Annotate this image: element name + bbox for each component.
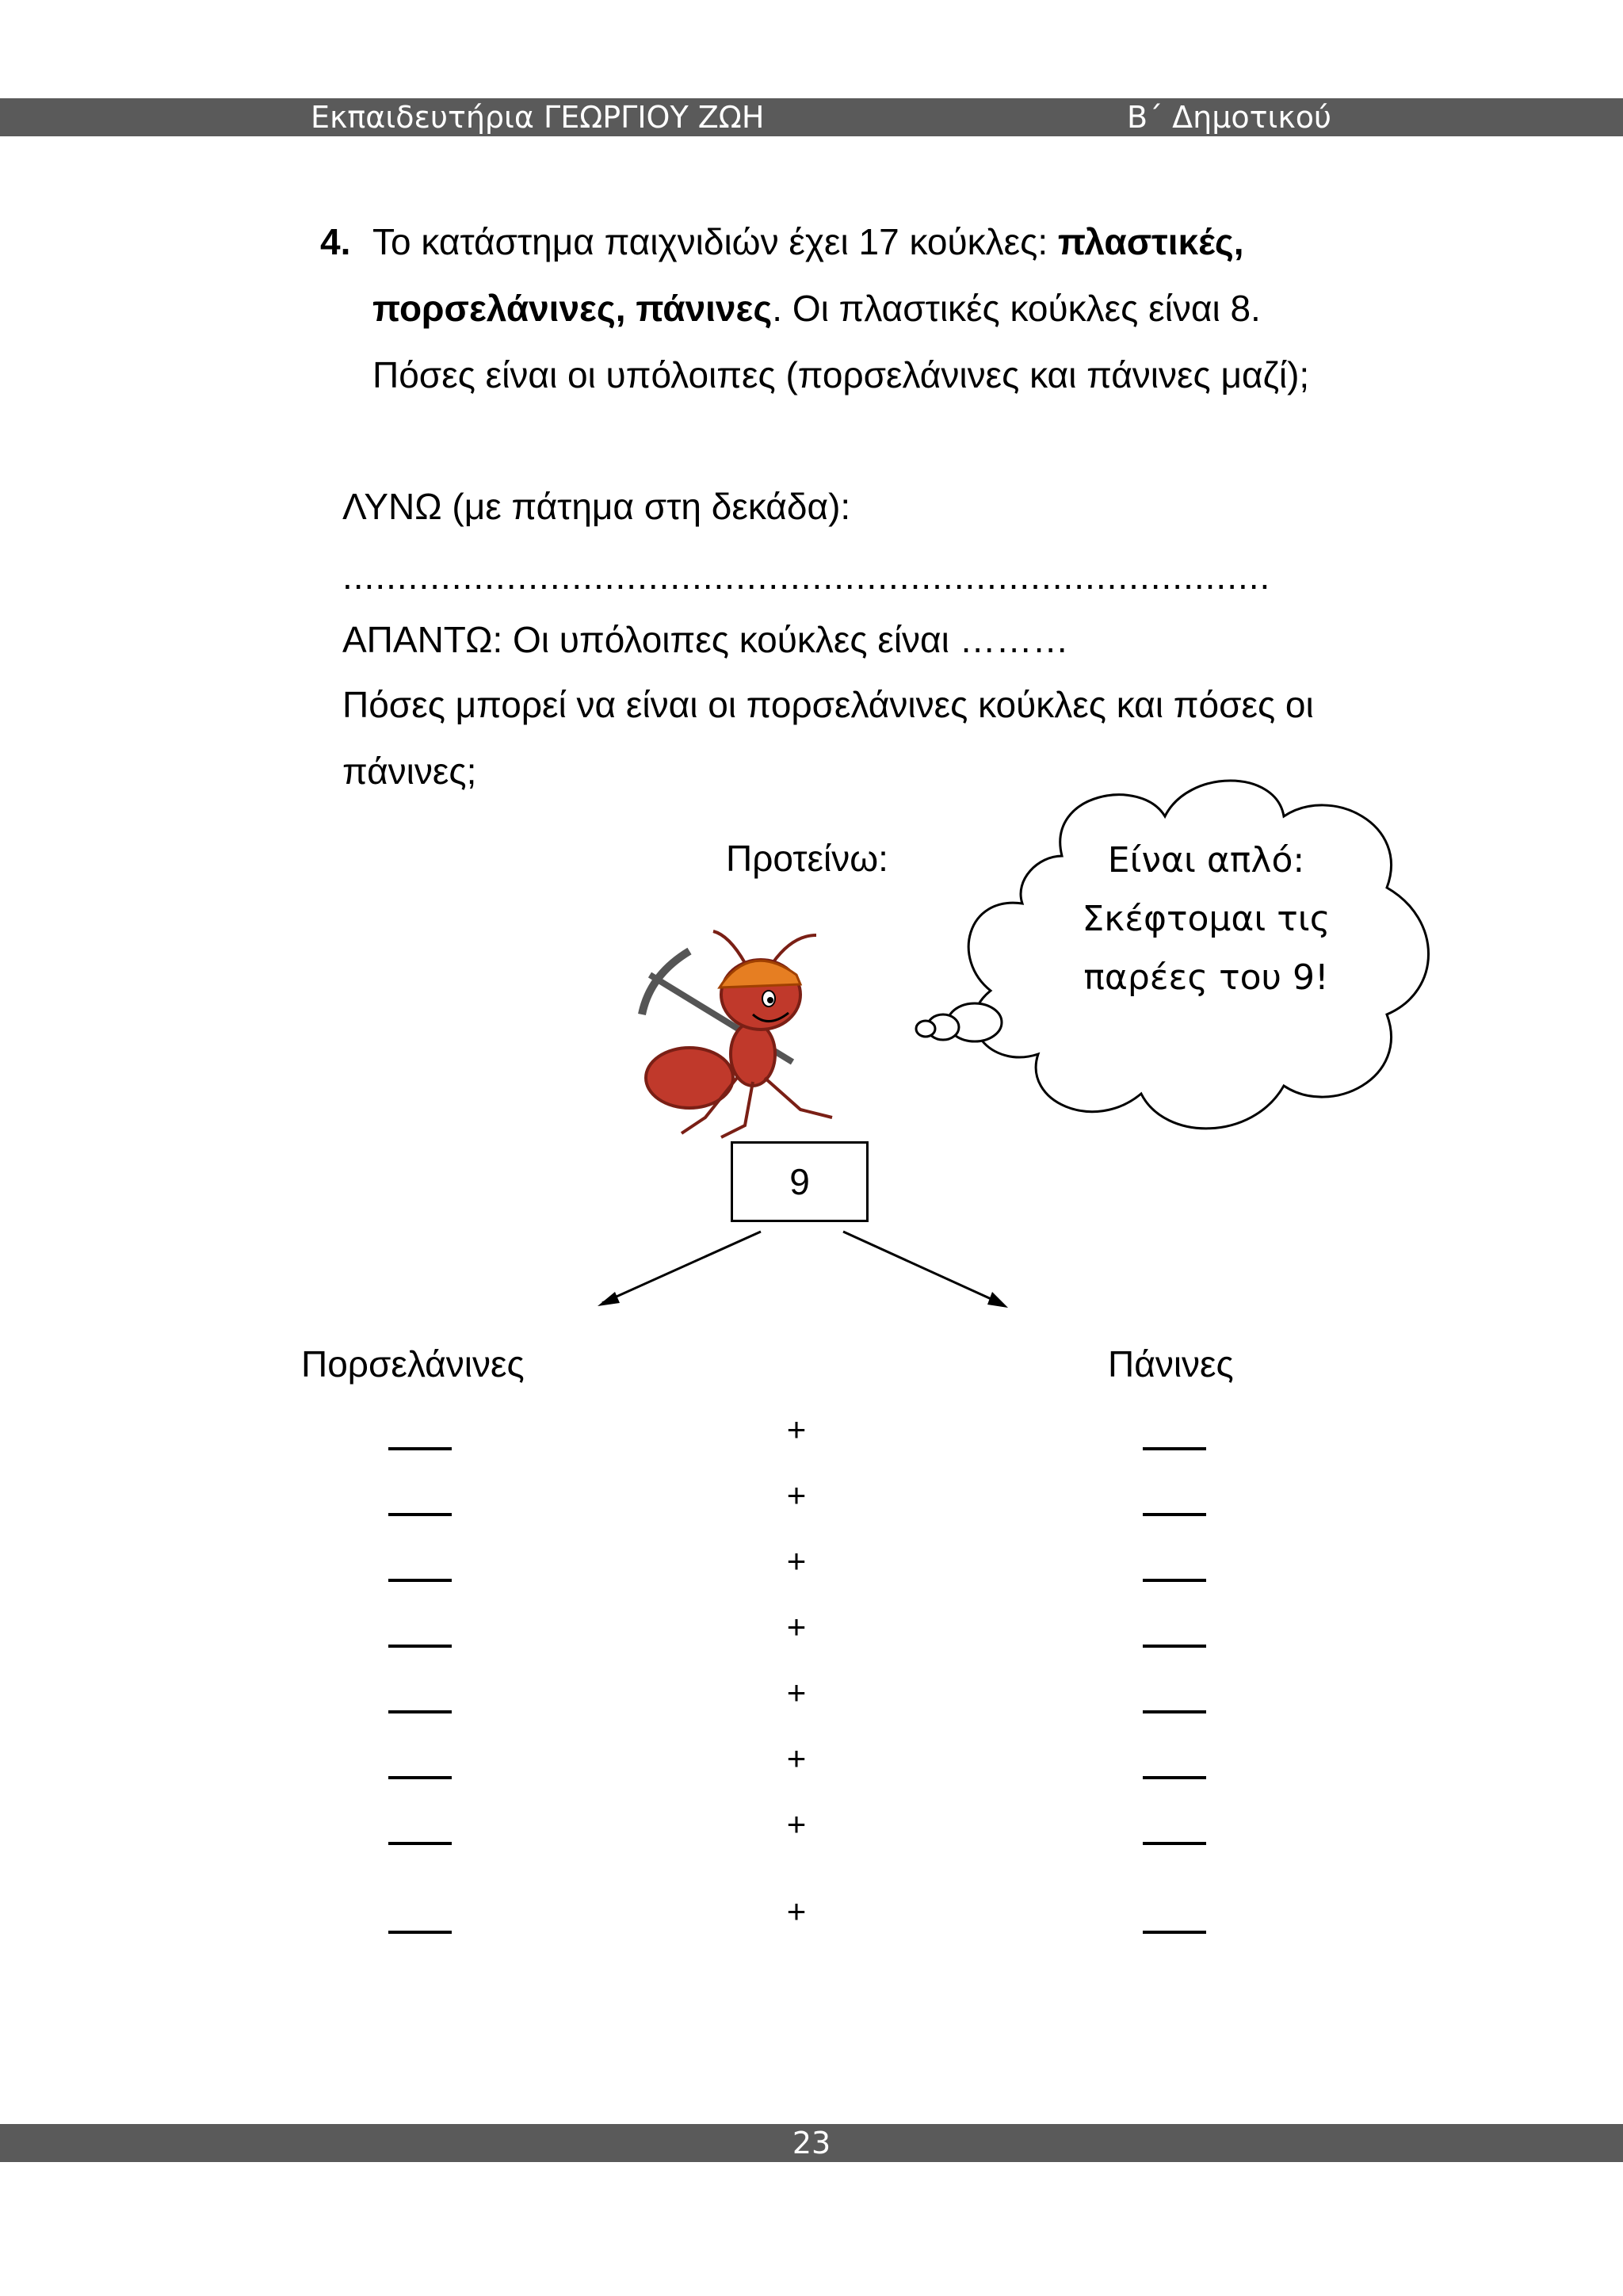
total-box: 9 [731,1141,869,1222]
exercise-number: 4. [320,221,351,262]
header-bar [0,98,1623,136]
right-blank[interactable] [1143,1513,1206,1516]
right-blank[interactable] [1143,1776,1206,1779]
porcelain-label: Πορσελάνινες [301,1343,525,1385]
arrow-right-icon [832,1221,1022,1316]
right-blank[interactable] [1143,1579,1206,1582]
right-blank[interactable] [1143,1645,1206,1648]
left-blank[interactable] [388,1931,452,1934]
cloud-line-1: Είναι απλό: [1107,840,1305,881]
question-2-line-2: πάνινες; [342,751,477,792]
right-blank[interactable] [1143,1710,1206,1713]
header-school-name: Εκπαιδευτήρια ΓΕΩΡΓΙΟΥ ΖΩΗ [311,100,765,135]
left-blank[interactable] [388,1776,452,1779]
page-number: 23 [792,2126,831,2160]
cloud-line-3: παρέες του 9! [1083,957,1329,998]
thought-cloud-icon [903,761,1442,1141]
left-blank[interactable] [388,1645,452,1648]
question-2-line-1: Πόσες μπορεί να είναι οι πορσελάνινες κούκλες και πόσες οι [342,684,1314,725]
plus-sign: + [786,1805,807,1843]
plus-sign: + [786,1740,807,1777]
left-blank[interactable] [388,1513,452,1516]
plus-sign: + [786,1542,807,1580]
plus-sign: + [786,1477,807,1514]
exercise-line-1 [372,220,1244,263]
cloth-label: Πάνινες [1108,1343,1234,1385]
answer-label: ΑΠΑΝΤΩ: Οι υπόλοιπες κούκλες είναι ……… [342,619,1069,660]
plus-sign: + [786,1608,807,1645]
right-blank[interactable] [1143,1931,1206,1934]
answer-dotted-line[interactable]: ..................................................................................... [342,556,1271,597]
cloud-line-2: Σκέφτομαι τις [1082,899,1331,939]
exercise-line-3: Πόσες είναι οι υπόλοιπες (πορσελάνινες και πάνινες μαζί); [372,354,1310,395]
exercise-line-1-bold: πλαστικές, [1057,221,1244,262]
left-blank[interactable] [388,1710,452,1713]
header-grade: Β΄ Δημοτικού [1127,100,1332,135]
exercise-line-2-text: . Οι πλαστικές κούκλες είναι 8. [772,288,1261,329]
exercise-line-1-text: Το κατάστημα παιχνιδιών έχει 17 κούκλες: [372,221,1058,262]
right-blank[interactable] [1143,1842,1206,1845]
left-blank[interactable] [388,1447,452,1450]
plus-sign: + [786,1893,807,1930]
exercise-line-2 [372,287,1261,330]
exercise-line-2-bold: πορσελάνινες, πάνινες [372,288,773,329]
right-blank[interactable] [1143,1447,1206,1450]
plus-sign: + [786,1411,807,1448]
ant-mascot-icon [634,919,848,1141]
left-blank[interactable] [388,1842,452,1845]
solve-label: ΛΥΝΩ (με πάτημα στη δεκάδα): [342,486,851,527]
arrow-left-icon [586,1221,777,1316]
plus-sign: + [786,1674,807,1711]
left-blank[interactable] [388,1579,452,1582]
propose-label: Προτείνω: [726,838,888,879]
